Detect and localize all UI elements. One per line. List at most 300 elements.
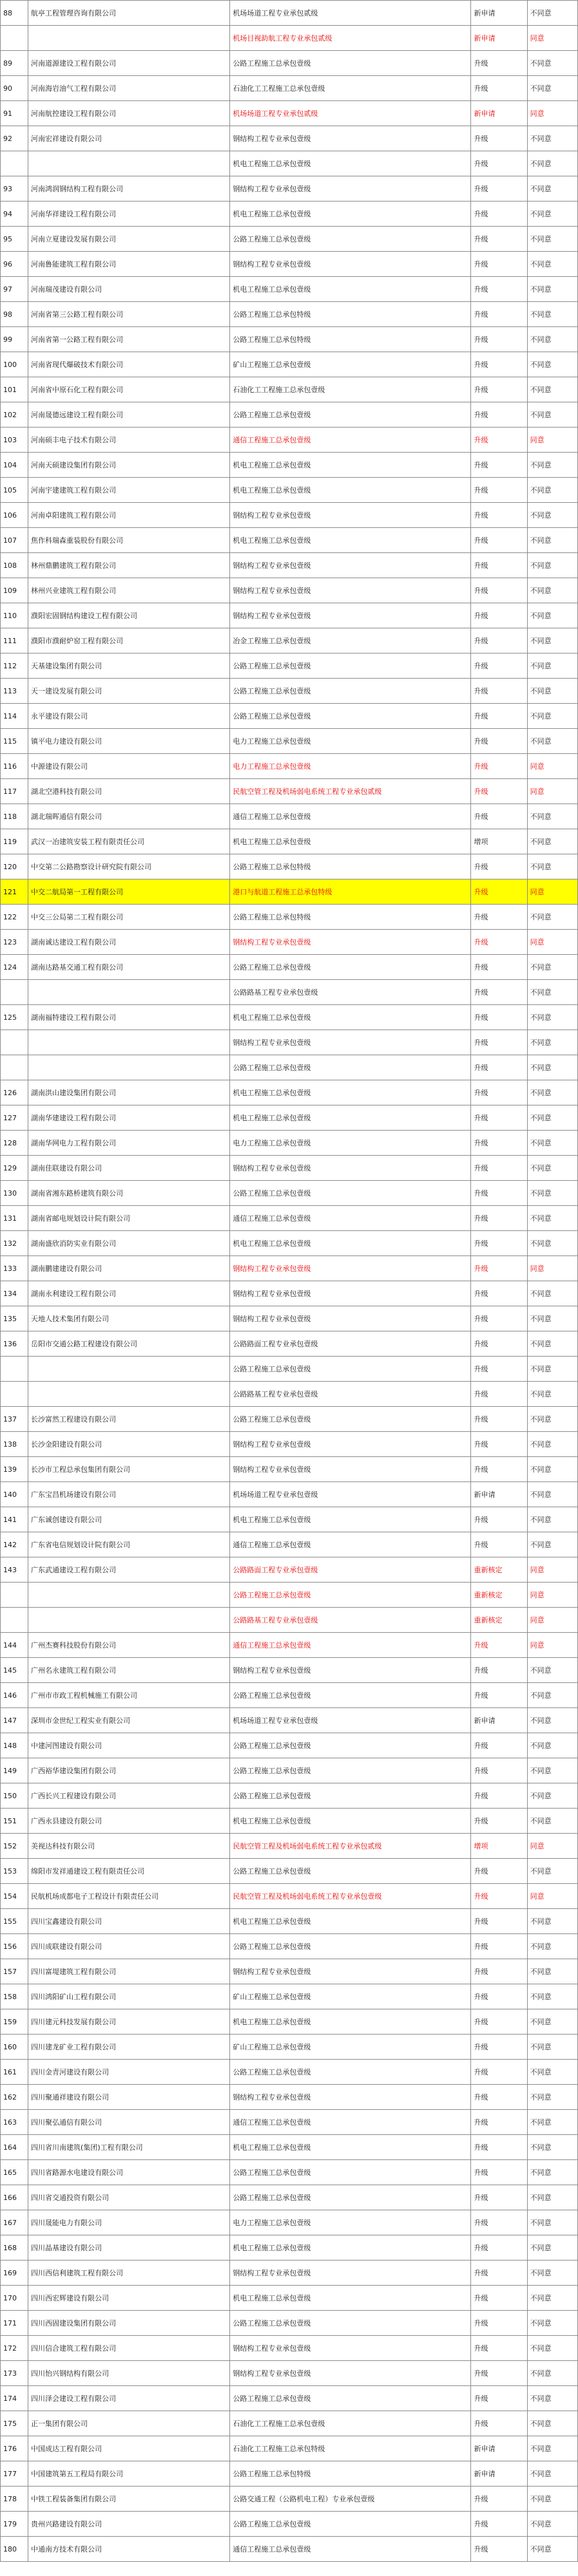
table-row (1, 1758, 578, 1783)
row-number-cell: 164 (1, 2135, 28, 2160)
review-result-cell: 不同意 (527, 2436, 577, 2461)
row-number-cell: 125 (1, 1005, 28, 1030)
qualification-cell: 石油化工工程施工总承包壹级 (230, 2411, 471, 2436)
row-number-cell: 154 (1, 1884, 28, 1909)
review-result-cell: 不同意 (527, 1432, 577, 1457)
company-name-cell (28, 1583, 230, 1608)
review-result-cell: 不同意 (527, 2311, 577, 2336)
company-name-cell: 湖南盛欣消防实业有限公司 (28, 1231, 230, 1256)
row-number-cell: 158 (1, 1984, 28, 2009)
review-result-cell: 不同意 (527, 804, 577, 829)
row-number-cell: 132 (1, 1231, 28, 1256)
review-result-cell: 同意 (527, 1583, 577, 1608)
review-result-cell: 不同意 (527, 980, 577, 1005)
qualification-cell: 机电工程施工总承包壹级 (230, 1005, 471, 1030)
table-row (1, 352, 578, 377)
review-result-cell: 不同意 (527, 227, 577, 252)
company-name-cell: 广州名永建筑工程有限公司 (28, 1658, 230, 1683)
row-number-cell: 142 (1, 1532, 28, 1557)
company-name-cell: 四川省川南建筑(集团)工程有限公司 (28, 2135, 230, 2160)
company-name-cell: 中源建设有限公司 (28, 754, 230, 779)
qualification-cell: 钢结构工程专业承包壹级 (230, 2261, 471, 2286)
review-result-cell: 不同意 (527, 176, 577, 202)
table-row (1, 101, 578, 126)
review-result-cell: 不同意 (527, 2512, 577, 2537)
row-number-cell: 175 (1, 2411, 28, 2436)
table-row (1, 1281, 578, 1306)
row-number-cell: 148 (1, 1733, 28, 1758)
qualification-cell: 民航空管工程及机场弱电系统工程专业承包贰级 (230, 1834, 471, 1859)
table-row (1, 2411, 578, 2436)
company-name-cell: 湖北瑞晖通信有限公司 (28, 804, 230, 829)
company-name-cell: 长沙市工程总承包集团有限公司 (28, 1457, 230, 1482)
review-result-cell: 不同意 (527, 1482, 577, 1507)
table-row (1, 252, 578, 277)
company-name-cell: 湖南华网电力工程有限公司 (28, 1131, 230, 1156)
application-type-cell: 升级 (471, 930, 527, 955)
table-row (1, 704, 578, 729)
review-result-cell: 不同意 (527, 854, 577, 879)
review-result-cell: 同意 (527, 1256, 577, 1281)
qualification-cell: 钢结构工程专业承包壹级 (230, 603, 471, 628)
table-row (1, 1231, 578, 1256)
review-result-cell: 不同意 (527, 2160, 577, 2185)
company-name-cell: 广东省电信规划设计院有限公司 (28, 1532, 230, 1557)
review-result-cell: 不同意 (527, 327, 577, 352)
application-type-cell: 升级 (471, 1633, 527, 1658)
table-row (1, 1131, 578, 1156)
company-name-cell: 民航机场成都电子工程设计有限责任公司 (28, 1884, 230, 1909)
company-name-cell: 镇平电力建设有限公司 (28, 729, 230, 754)
qualification-cell: 公路工程施工总承包壹级 (230, 2311, 471, 2336)
application-type-cell: 升级 (471, 729, 527, 754)
table-row (1, 2135, 578, 2160)
qualification-cell: 电力工程施工总承包壹级 (230, 729, 471, 754)
row-number-cell: 90 (1, 76, 28, 101)
row-number-cell: 162 (1, 2085, 28, 2110)
application-type-cell: 新申请 (471, 1482, 527, 1507)
row-number-cell: 100 (1, 352, 28, 377)
row-number-cell: 151 (1, 1809, 28, 1834)
review-result-cell: 不同意 (527, 2009, 577, 2035)
row-number-cell: 106 (1, 503, 28, 528)
table-row (1, 2487, 578, 2512)
table-row (1, 553, 578, 578)
row-number-cell: 91 (1, 101, 28, 126)
row-number-cell: 122 (1, 905, 28, 930)
row-number-cell: 89 (1, 51, 28, 76)
review-result-cell: 不同意 (527, 1331, 577, 1357)
qualification-cell: 钢结构工程专业承包壹级 (230, 578, 471, 603)
row-number-cell: 112 (1, 653, 28, 679)
row-number-cell (1, 1030, 28, 1055)
company-name-cell: 湖南福特建设工程有限公司 (28, 1005, 230, 1030)
company-name-cell: 湖南鹏建建设有限公司 (28, 1256, 230, 1281)
review-result-cell: 不同意 (527, 1206, 577, 1231)
review-result-cell: 不同意 (527, 2210, 577, 2235)
company-name-cell: 湖南佳联建设有限公司 (28, 1156, 230, 1181)
application-type-cell: 升级 (471, 905, 527, 930)
row-number-cell: 174 (1, 2386, 28, 2411)
application-type-cell: 升级 (471, 2135, 527, 2160)
row-number-cell: 133 (1, 1256, 28, 1281)
table-row (1, 1432, 578, 1457)
application-type-cell: 升级 (471, 503, 527, 528)
qualification-cell: 公路工程施工总承包壹级 (230, 653, 471, 679)
qualification-cell: 公路工程施工总承包壹级 (230, 2386, 471, 2411)
application-type-cell: 升级 (471, 277, 527, 302)
table-row (1, 1608, 578, 1633)
qualification-cell: 钢结构工程专业承包壹级 (230, 1281, 471, 1306)
qualification-cell: 公路工程施工总承包壹级 (230, 402, 471, 428)
company-name-cell: 美视达科技有限公司 (28, 1834, 230, 1859)
company-name-cell: 广东宝昌机场建设有限公司 (28, 1482, 230, 1507)
qualification-cell: 公路工程施工总承包壹级 (230, 2512, 471, 2537)
review-result-cell: 同意 (527, 1884, 577, 1909)
company-name-cell: 四川鸿阳矿山工程有限公司 (28, 1984, 230, 2009)
review-result-cell: 不同意 (527, 729, 577, 754)
review-result-cell: 不同意 (527, 1005, 577, 1030)
application-type-cell: 升级 (471, 2060, 527, 2085)
table-row (1, 503, 578, 528)
review-result-cell: 不同意 (527, 905, 577, 930)
table-row (1, 151, 578, 176)
row-number-cell: 103 (1, 428, 28, 453)
row-number-cell: 176 (1, 2436, 28, 2461)
table-row (1, 879, 578, 905)
qualification-cell: 公路交通工程（公路机电工程）专业承包壹级 (230, 2487, 471, 2512)
application-type-cell: 新申请 (471, 101, 527, 126)
table-row (1, 1407, 578, 1432)
company-name-cell: 四川信合建筑工程有限公司 (28, 2336, 230, 2361)
application-type-cell: 升级 (471, 879, 527, 905)
qualification-cell: 机场场道工程专业承包贰级 (230, 101, 471, 126)
company-name-cell: 永平建设有限公司 (28, 704, 230, 729)
application-type-cell: 升级 (471, 453, 527, 478)
qualification-cell: 机场场道工程专业承包贰级 (230, 1, 471, 26)
row-number-cell: 120 (1, 854, 28, 879)
table-row (1, 1482, 578, 1507)
row-number-cell: 109 (1, 578, 28, 603)
company-name-cell: 四川晶基建设有限公司 (28, 2235, 230, 2261)
application-type-cell: 升级 (471, 1658, 527, 1683)
review-result-cell: 不同意 (527, 1131, 577, 1156)
table-row (1, 729, 578, 754)
table-row (1, 829, 578, 854)
table-row (1, 779, 578, 804)
qualification-cell: 钢结构工程专业承包壹级 (230, 1156, 471, 1181)
company-name-cell: 天一建设发展有限公司 (28, 679, 230, 704)
review-result-cell: 不同意 (527, 1055, 577, 1080)
row-number-cell: 173 (1, 2361, 28, 2386)
review-result-cell: 不同意 (527, 151, 577, 176)
review-result-cell: 不同意 (527, 2060, 577, 2085)
qualification-cell: 机电工程施工总承包壹级 (230, 1231, 471, 1256)
company-name-cell: 四川晟能电力有限公司 (28, 2210, 230, 2235)
row-number-cell: 138 (1, 1432, 28, 1457)
company-name-cell: 河南天硕建设集团有限公司 (28, 453, 230, 478)
company-name-cell: 天地人技术集团有限公司 (28, 1306, 230, 1331)
review-result-cell: 不同意 (527, 1281, 577, 1306)
row-number-cell: 95 (1, 227, 28, 252)
review-result-cell: 不同意 (527, 1357, 577, 1382)
row-number-cell: 167 (1, 2210, 28, 2235)
table-row (1, 1708, 578, 1733)
table-row (1, 2461, 578, 2487)
company-name-cell: 中铁工程装备集团有限公司 (28, 2487, 230, 2512)
table-row (1, 1005, 578, 1030)
row-number-cell: 108 (1, 553, 28, 578)
review-result-cell: 同意 (527, 428, 577, 453)
qualification-cell: 电力工程施工总承包壹级 (230, 754, 471, 779)
application-type-cell: 升级 (471, 2361, 527, 2386)
review-result-cell: 不同意 (527, 1407, 577, 1432)
qualification-cell: 矿山工程施工总承包壹级 (230, 1984, 471, 2009)
qualification-cell: 公路工程施工总承包特级 (230, 302, 471, 327)
table-row (1, 2235, 578, 2261)
application-type-cell: 升级 (471, 1432, 527, 1457)
application-type-cell: 增项 (471, 829, 527, 854)
application-type-cell: 升级 (471, 1256, 527, 1281)
table-row (1, 1055, 578, 1080)
application-type-cell: 升级 (471, 1382, 527, 1407)
row-number-cell: 107 (1, 528, 28, 553)
qualification-cell: 公路路基工程专业承包壹级 (230, 1382, 471, 1407)
qualification-cell: 公路工程施工总承包特级 (230, 327, 471, 352)
row-number-cell: 101 (1, 377, 28, 402)
qualification-cell: 钢结构工程专业承包壹级 (230, 503, 471, 528)
table-row (1, 1, 578, 26)
application-type-cell: 升级 (471, 176, 527, 202)
row-number-cell: 165 (1, 2160, 28, 2185)
qualification-cell: 公路工程施工总承包壹级 (230, 955, 471, 980)
row-number-cell: 141 (1, 1507, 28, 1532)
row-number-cell: 105 (1, 478, 28, 503)
review-result-cell: 不同意 (527, 252, 577, 277)
row-number-cell: 113 (1, 679, 28, 704)
qualification-cell: 公路工程施工总承包壹级 (230, 51, 471, 76)
row-number-cell: 137 (1, 1407, 28, 1432)
qualification-cell: 公路工程施工总承包特级 (230, 2461, 471, 2487)
table-row (1, 603, 578, 628)
table-row (1, 2311, 578, 2336)
company-name-cell: 河南晟德远建设工程有限公司 (28, 402, 230, 428)
company-name-cell: 四川金青河建设有限公司 (28, 2060, 230, 2085)
application-type-cell: 升级 (471, 2160, 527, 2185)
review-result-cell: 不同意 (527, 1306, 577, 1331)
review-result-cell: 不同意 (527, 704, 577, 729)
application-type-cell: 升级 (471, 1131, 527, 1156)
company-name-cell: 广西裕华建设集团有限公司 (28, 1758, 230, 1783)
table-row (1, 176, 578, 202)
company-name-cell: 广东诚创建设有限公司 (28, 1507, 230, 1532)
qualification-cell: 机电工程施工总承包壹级 (230, 2009, 471, 2035)
company-name-cell: 林州兴业建筑工程有限公司 (28, 578, 230, 603)
table-body (1, 1, 578, 2562)
row-number-cell: 118 (1, 804, 28, 829)
row-number-cell: 180 (1, 2537, 28, 2562)
application-type-cell: 升级 (471, 804, 527, 829)
company-name-cell: 四川西宏辉建设有限公司 (28, 2286, 230, 2311)
row-number-cell: 143 (1, 1557, 28, 1583)
review-result-cell: 不同意 (527, 1909, 577, 1934)
review-result-cell: 不同意 (527, 1758, 577, 1783)
table-row (1, 327, 578, 352)
row-number-cell: 144 (1, 1633, 28, 1658)
application-type-cell: 升级 (471, 377, 527, 402)
application-type-cell: 升级 (471, 1105, 527, 1131)
table-row (1, 1557, 578, 1583)
qualification-cell: 通信工程施工总承包壹级 (230, 2537, 471, 2562)
company-name-cell: 四川泽会建设工程有限公司 (28, 2386, 230, 2411)
qualification-cell: 公路工程施工总承包壹级 (230, 1934, 471, 1959)
application-type-cell: 升级 (471, 2009, 527, 2035)
row-number-cell: 169 (1, 2261, 28, 2286)
qualification-cell: 机电工程施工总承包壹级 (230, 478, 471, 503)
qualification-cell: 钢结构工程专业承包壹级 (230, 1457, 471, 1482)
table-row (1, 2512, 578, 2537)
table-row (1, 1080, 578, 1105)
review-result-cell: 不同意 (527, 679, 577, 704)
application-type-cell: 新申请 (471, 2436, 527, 2461)
row-number-cell: 129 (1, 1156, 28, 1181)
row-number-cell: 116 (1, 754, 28, 779)
review-result-cell: 不同意 (527, 76, 577, 101)
review-result-cell: 不同意 (527, 1783, 577, 1809)
review-result-cell: 不同意 (527, 1809, 577, 1834)
application-type-cell: 升级 (471, 1457, 527, 1482)
company-name-cell: 武汉一冶建筑安装工程有限责任公司 (28, 829, 230, 854)
review-result-cell: 不同意 (527, 2135, 577, 2160)
review-result-cell: 不同意 (527, 1984, 577, 2009)
review-result-cell: 同意 (527, 1608, 577, 1633)
review-result-cell: 不同意 (527, 1507, 577, 1532)
company-name-cell: 长沙金阳建设有限公司 (28, 1432, 230, 1457)
qualification-cell: 钢结构工程专业承包壹级 (230, 1959, 471, 1984)
review-result-cell: 不同意 (527, 402, 577, 428)
qualification-cell: 机电工程施工总承包壹级 (230, 202, 471, 227)
row-number-cell: 156 (1, 1934, 28, 1959)
review-result-cell: 不同意 (527, 1708, 577, 1733)
qualification-cell: 石油化工工程施工总承包壹级 (230, 76, 471, 101)
qualification-cell: 公路工程施工总承包壹级 (230, 1583, 471, 1608)
company-name-cell: 四川宝鑫建设有限公司 (28, 1909, 230, 1934)
company-name-cell: 河南宇建建筑工程有限公司 (28, 478, 230, 503)
qualification-cell: 石油化工工程施工总承包壹级 (230, 377, 471, 402)
review-result-cell: 不同意 (527, 1683, 577, 1708)
company-name-cell: 四川聚弘通信有限公司 (28, 2110, 230, 2135)
company-name-cell: 四川西固建设集团有限公司 (28, 2311, 230, 2336)
review-result-cell: 不同意 (527, 2261, 577, 2286)
company-name-cell: 中通南方技术有限公司 (28, 2537, 230, 2562)
qualification-cell: 机场目视助航工程专业承包贰级 (230, 26, 471, 51)
application-type-cell: 升级 (471, 51, 527, 76)
review-result-cell: 同意 (527, 779, 577, 804)
qualification-cell: 公路工程施工总承包壹级 (230, 679, 471, 704)
company-name-cell: 河南宏祥建设有限公司 (28, 126, 230, 151)
application-type-cell: 重新核定 (471, 1608, 527, 1633)
qualification-cell: 机电工程施工总承包壹级 (230, 2135, 471, 2160)
table-row (1, 202, 578, 227)
application-type-cell: 升级 (471, 1959, 527, 1984)
row-number-cell: 111 (1, 628, 28, 653)
company-name-cell: 天基建设集团有限公司 (28, 653, 230, 679)
table-row (1, 1959, 578, 1984)
application-type-cell: 升级 (471, 603, 527, 628)
qualification-cell: 机电工程施工总承包壹级 (230, 1909, 471, 1934)
company-name-cell: 河南华祥建设工程有限公司 (28, 202, 230, 227)
application-type-cell: 升级 (471, 1156, 527, 1181)
table-row (1, 1633, 578, 1658)
review-result-cell: 不同意 (527, 2461, 577, 2487)
review-result-cell: 不同意 (527, 1231, 577, 1256)
qualification-cell: 民航空管工程及机场弱电系统工程专业承包壹级 (230, 1884, 471, 1909)
review-result-cell: 不同意 (527, 603, 577, 628)
table-row (1, 2160, 578, 2185)
table-row (1, 1934, 578, 1959)
qualification-cell: 机电工程施工总承包壹级 (230, 1809, 471, 1834)
application-type-cell: 升级 (471, 653, 527, 679)
company-name-cell: 河南鸿润钢结构工程有限公司 (28, 176, 230, 202)
row-number-cell: 93 (1, 176, 28, 202)
review-result-cell: 不同意 (527, 653, 577, 679)
company-name-cell: 中交第二公路勘察设计研究院有限公司 (28, 854, 230, 879)
qualification-cell: 钢结构工程专业承包壹级 (230, 2085, 471, 2110)
row-number-cell: 178 (1, 2487, 28, 2512)
qualification-cell: 公路工程施工总承包特级 (230, 854, 471, 879)
company-name-cell: 广西永县建设有限公司 (28, 1809, 230, 1834)
row-number-cell: 104 (1, 453, 28, 478)
table-row (1, 1733, 578, 1758)
company-name-cell: 四川成联建设有限公司 (28, 1934, 230, 1959)
review-result-cell: 不同意 (527, 2110, 577, 2135)
qualification-cell: 冶金工程施工总承包壹级 (230, 628, 471, 653)
review-result-cell: 不同意 (527, 578, 577, 603)
review-result-cell: 不同意 (527, 528, 577, 553)
application-type-cell: 升级 (471, 302, 527, 327)
table-row (1, 1783, 578, 1809)
row-number-cell: 150 (1, 1783, 28, 1809)
company-name-cell: 湖南洪山建设集团有限公司 (28, 1080, 230, 1105)
application-type-cell: 升级 (471, 2085, 527, 2110)
application-type-cell: 重新核定 (471, 1583, 527, 1608)
review-result-cell: 不同意 (527, 1733, 577, 1758)
application-type-cell: 升级 (471, 2311, 527, 2336)
application-type-cell: 升级 (471, 1407, 527, 1432)
qualification-cell: 公路工程施工总承包壹级 (230, 2060, 471, 2085)
qualification-cell: 通信工程施工总承包壹级 (230, 1532, 471, 1557)
review-result-cell: 不同意 (527, 2386, 577, 2411)
review-result-cell: 不同意 (527, 2336, 577, 2361)
company-name-cell: 广州杰赛科技股份有限公司 (28, 1633, 230, 1658)
table-row (1, 377, 578, 402)
table-row (1, 402, 578, 428)
application-type-cell: 升级 (471, 2035, 527, 2060)
table-row (1, 1507, 578, 1532)
qualification-cell: 电力工程施工总承包壹级 (230, 1131, 471, 1156)
row-number-cell: 149 (1, 1758, 28, 1783)
table-row (1, 679, 578, 704)
company-name-cell: 中国成达工程有限公司 (28, 2436, 230, 2461)
row-number-cell: 126 (1, 1080, 28, 1105)
row-number-cell: 110 (1, 603, 28, 628)
application-type-cell: 升级 (471, 1055, 527, 1080)
qualification-cell: 公路工程施工总承包壹级 (230, 227, 471, 252)
qualification-cell: 公路路基工程专业承包壹级 (230, 1608, 471, 1633)
review-result-cell: 不同意 (527, 553, 577, 578)
row-number-cell: 92 (1, 126, 28, 151)
company-name-cell: 正一集团有限公司 (28, 2411, 230, 2436)
